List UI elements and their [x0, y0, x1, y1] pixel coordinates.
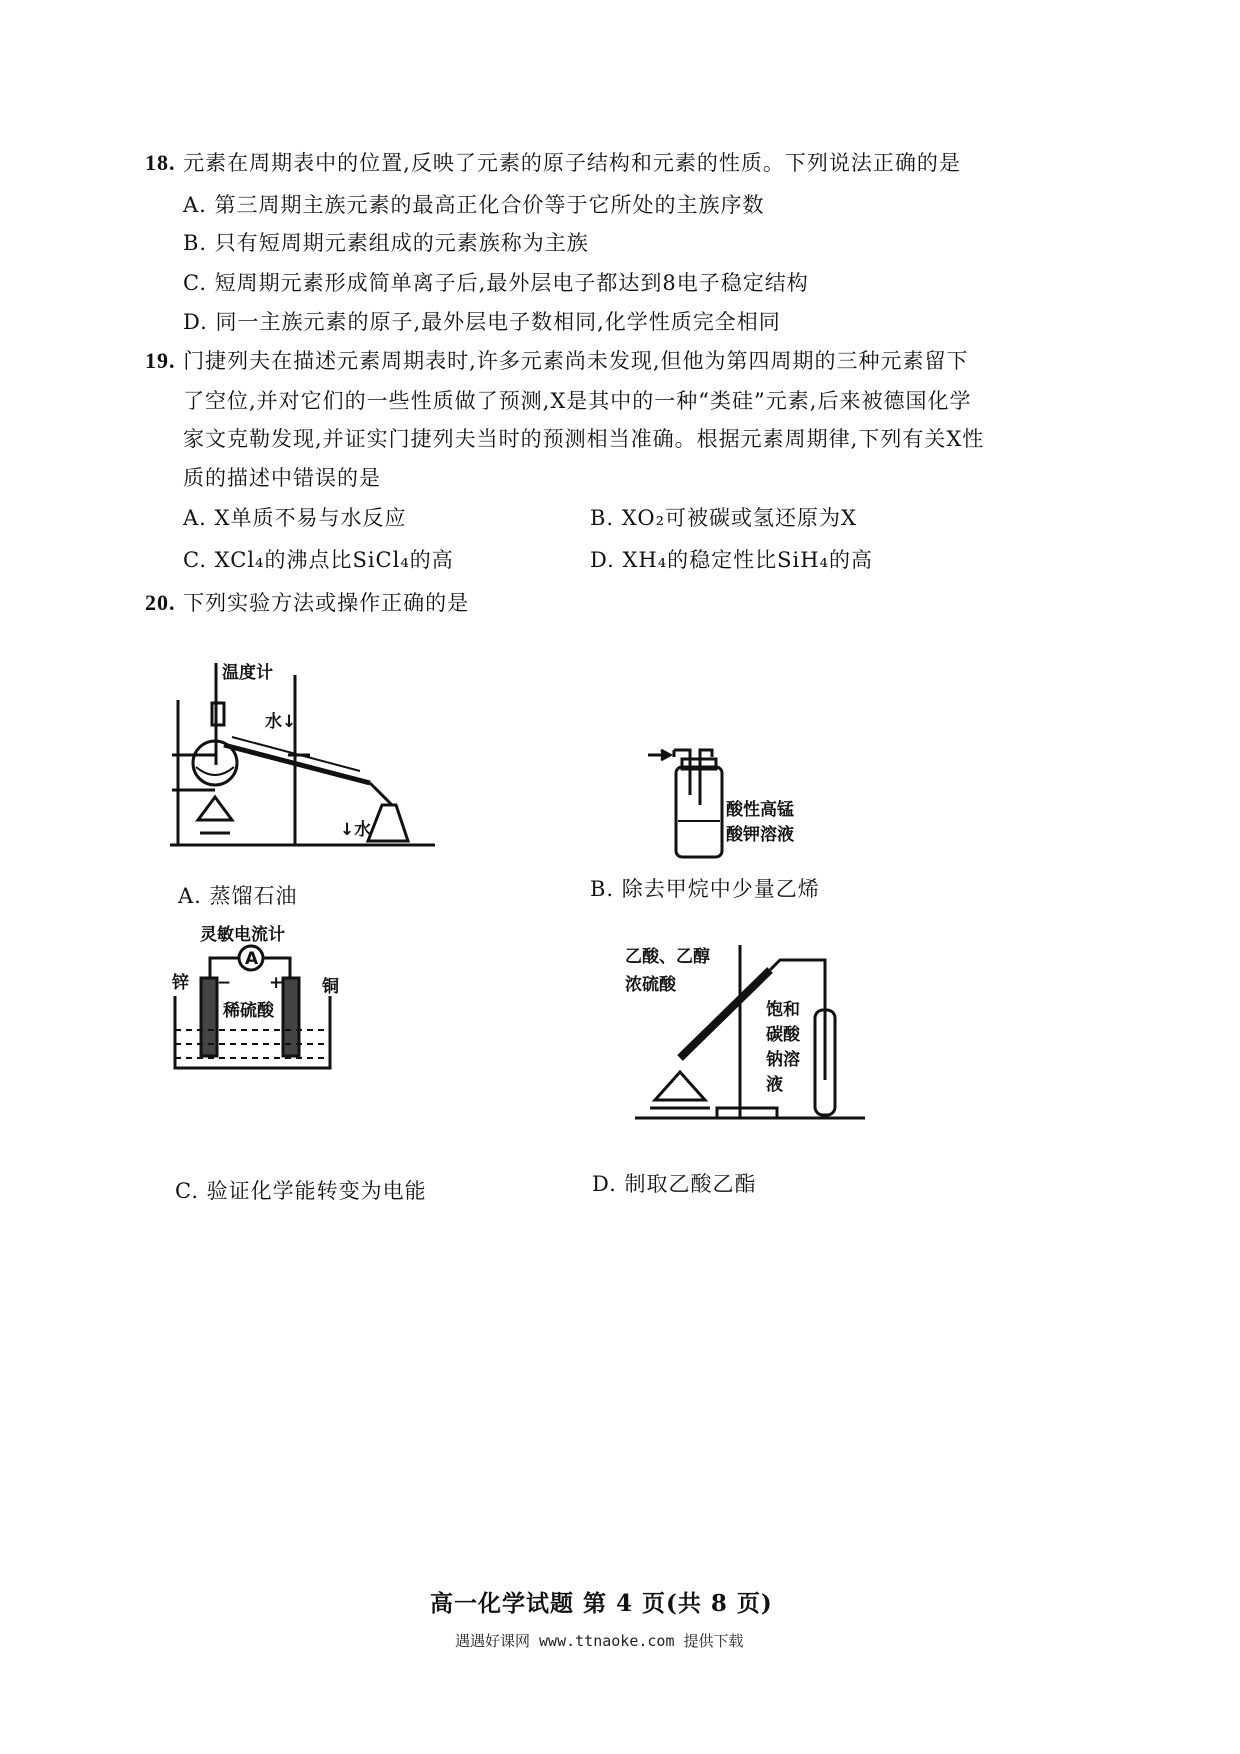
q19-option-b: B. XO₂可被碳或氢还原为X — [590, 506, 857, 530]
figure-a-distillation — [160, 655, 460, 855]
label-acid: 稀硫酸 — [223, 1001, 274, 1021]
caption-a: A. 蒸馏石油 — [178, 884, 298, 908]
q18-option-d: D. 同一主族元素的原子,最外层电子数相同,化学性质完全相同 — [183, 310, 781, 334]
test-tube — [680, 970, 770, 1058]
caption-d: D. 制取乙酸乙酯 — [592, 1172, 757, 1196]
q18-option-b: B. 只有短周期元素组成的元素族称为主族 — [183, 231, 589, 255]
label-water-in: 水↓ — [265, 712, 297, 732]
figure-c-galvanic-cell — [165, 928, 345, 1073]
caption-b: B. 除去甲烷中少量乙烯 — [590, 877, 820, 901]
label-minus: − — [217, 973, 232, 993]
label-galvanometer: 灵敏电流计 — [200, 925, 285, 945]
label-water-out: ↓水 — [340, 820, 372, 840]
label-kmno4-line1: 酸性高锰 — [726, 800, 794, 820]
label-saturated-solution — [766, 998, 800, 1098]
label-kmno4-line2: 酸钾溶液 — [726, 825, 794, 845]
q18-stem: 元素在周期表中的位置,反映了元素的原子结构和元素的性质。下列说法正确的是 — [183, 151, 961, 175]
q19-stem-1: 门捷列夫在描述元素周期表时,许多元素尚未发现,但他为第四周期的三种元素留下 — [183, 349, 969, 373]
q19-stem-line-1 — [145, 346, 969, 376]
burner — [198, 797, 232, 820]
q19-stem-line-4: 质的描述中错误的是 — [183, 466, 381, 490]
label-copper: 铜 — [322, 977, 339, 997]
figure-b-gas-wash-bottle — [628, 745, 828, 865]
label-sat-1: 饱和 — [766, 1000, 800, 1020]
label-sat-3: 钠溶 — [766, 1050, 800, 1070]
label-plus: + — [269, 973, 284, 993]
page-footer: 高一化学试题 第 4 页(共 8 页) — [430, 1590, 773, 1617]
q19-option-d: D. XH₄的稳定性比SiH₄的高 — [590, 548, 873, 572]
figure-d-ester-apparatus — [625, 940, 875, 1130]
label-zinc: 锌 — [172, 973, 189, 993]
q18-number: 18. — [145, 150, 176, 175]
ammeter-symbol: A — [245, 949, 259, 969]
source-watermark: 遇遇好课网 www.ttnaoke.com 提供下载 — [455, 1632, 744, 1650]
q18-stem-line — [145, 148, 961, 178]
label-reagents-1: 乙酸、乙醇 — [625, 947, 710, 967]
label-sat-2: 碳酸 — [766, 1025, 800, 1045]
q19-stem-line-2: 了空位,并对它们的一些性质做了预测,X是其中的一种“类硅”元素,后来被德国化学 — [183, 389, 972, 413]
q20-stem-line — [145, 588, 469, 618]
label-reagents-2: 浓硫酸 — [625, 975, 676, 995]
q18-option-a: A. 第三周期主族元素的最高正化合价等于它所处的主族序数 — [183, 193, 765, 217]
q19-option-a: A. X单质不易与水反应 — [183, 506, 407, 530]
lamp — [655, 1072, 705, 1100]
caption-c: C. 验证化学能转变为电能 — [175, 1179, 427, 1203]
label-thermometer: 温度计 — [222, 663, 273, 683]
q18-option-c: C. 短周期元素形成简单离子后,最外层电子都达到8电子稳定结构 — [183, 271, 809, 295]
q19-option-c: C. XCl₄的沸点比SiCl₄的高 — [183, 548, 454, 572]
q19-stem-line-3: 家文克勒发现,并证实门捷列夫当时的预测相当准确。根据元素周期律,下列有关X性 — [183, 427, 985, 451]
condenser — [224, 745, 370, 783]
q20-number: 20. — [145, 590, 176, 615]
q20-stem: 下列实验方法或操作正确的是 — [183, 591, 470, 615]
label-sat-4: 液 — [766, 1075, 783, 1095]
receiving-flask — [368, 805, 408, 841]
q19-number: 19. — [145, 348, 176, 373]
